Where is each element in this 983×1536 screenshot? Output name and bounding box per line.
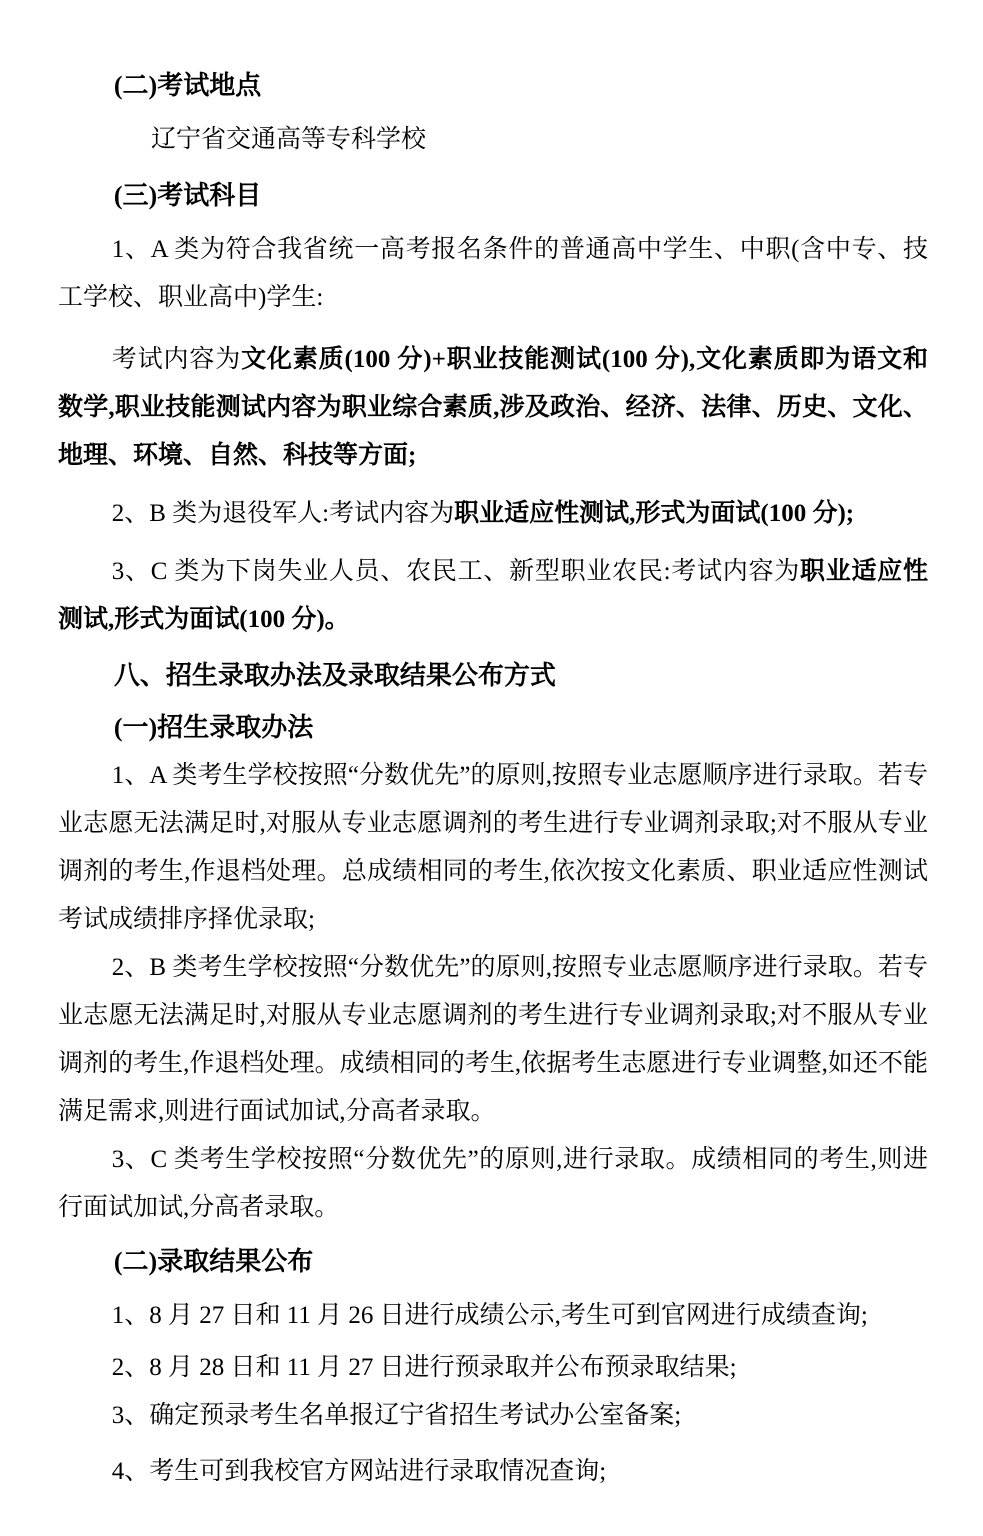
para-admission-class-b (58, 944, 928, 1136)
text-run: 辽宁省交通高等专科学校 (151, 126, 427, 153)
text-run: 考试内容为 (111, 346, 242, 373)
para-result-item-1 (58, 1292, 928, 1340)
heading-exam-subjects (58, 172, 928, 220)
text-run: 3、确定预录考生名单报辽宁省招生考试办公室备案; (111, 1402, 682, 1429)
heading-text: (一)招生录取办法 (113, 713, 314, 742)
heading-text: 八、招生录取办法及录取结果公布方式 (113, 661, 556, 690)
heading-result-announcement (58, 1238, 928, 1286)
text-run: 2、B 类为退役军人:考试内容为 (111, 500, 455, 527)
text-run: 2、8 月 28 日和 11 月 27 日进行预录取并公布预录取结果; (111, 1354, 737, 1381)
text-run: 1、A 类为符合我省统一高考报名条件的普通高中学生、中职(含中专、技工学校、职业高中)学生: (58, 236, 928, 311)
para-class-a-exam-content (58, 336, 928, 480)
text-run: 3、C 类为下岗失业人员、农民工、新型职业农民:考试内容为 (111, 558, 800, 585)
heading-text: (二)录取结果公布 (113, 1247, 314, 1276)
text-run-bold: 文化素质(100 分)+职业技能测试(100 分),文化素质即为语文和数学,职业技能测试内容为职业综合素质,涉及政治、经济、法律、历史、文化、地理、环境、自然、科技等方面; (58, 346, 928, 469)
text-run: 1、8 月 27 日和 11 月 26 日进行成绩公示,考生可到官网进行成绩查询; (111, 1302, 868, 1329)
text-run-bold: 职业适应性测试,形式为面试(100 分); (454, 500, 855, 527)
para-admission-class-a (58, 752, 928, 944)
para-class-a-eligibility (58, 226, 928, 322)
para-result-item-3 (58, 1392, 928, 1440)
text-run: 4、考生可到我校官方网站进行录取情况查询; (111, 1458, 607, 1485)
text-exam-location-value (58, 116, 928, 164)
heading-exam-location (58, 62, 928, 110)
text-run: 3、C 类考生学校按照“分数优先”的原则,进行录取。成绩相同的考生,则进行面试加试,分高者录取。 (58, 1146, 928, 1221)
heading-admission-section (58, 652, 928, 700)
para-result-item-4 (58, 1448, 928, 1496)
para-class-b-exam (58, 490, 928, 538)
heading-text: (二)考试地点 (113, 71, 262, 100)
text-run: 1、A 类考生学校按照“分数优先”的原则,按照专业志愿顺序进行录取。若专业志愿无法满足时,对服从专业志愿调剂的考生进行专业调剂录取;对不服从专业调剂的考生,作退档处理。总成绩相同的考生,依次按文化素质、职业适应性测试考试成绩排序择优录取; (58, 762, 928, 933)
heading-admission-method (58, 704, 928, 752)
text-run-bold: 职业适应性测试,形式为面试(100 分)。 (58, 558, 928, 633)
text-run: 2、B 类考生学校按照“分数优先”的原则,按照专业志愿顺序进行录取。若专业志愿无法满足时,对服从专业志愿调剂的考生进行专业调剂录取;对不服从专业调剂的考生,作退档处理。成绩相同的考生,依据考生志愿进行专业调整,如还不能满足需求,则进行面试加试,分高者录取。 (58, 954, 928, 1125)
para-admission-class-c (58, 1136, 928, 1232)
para-result-item-2 (58, 1344, 928, 1392)
para-class-c-exam (58, 548, 928, 644)
heading-text: (三)考试科目 (113, 181, 262, 210)
